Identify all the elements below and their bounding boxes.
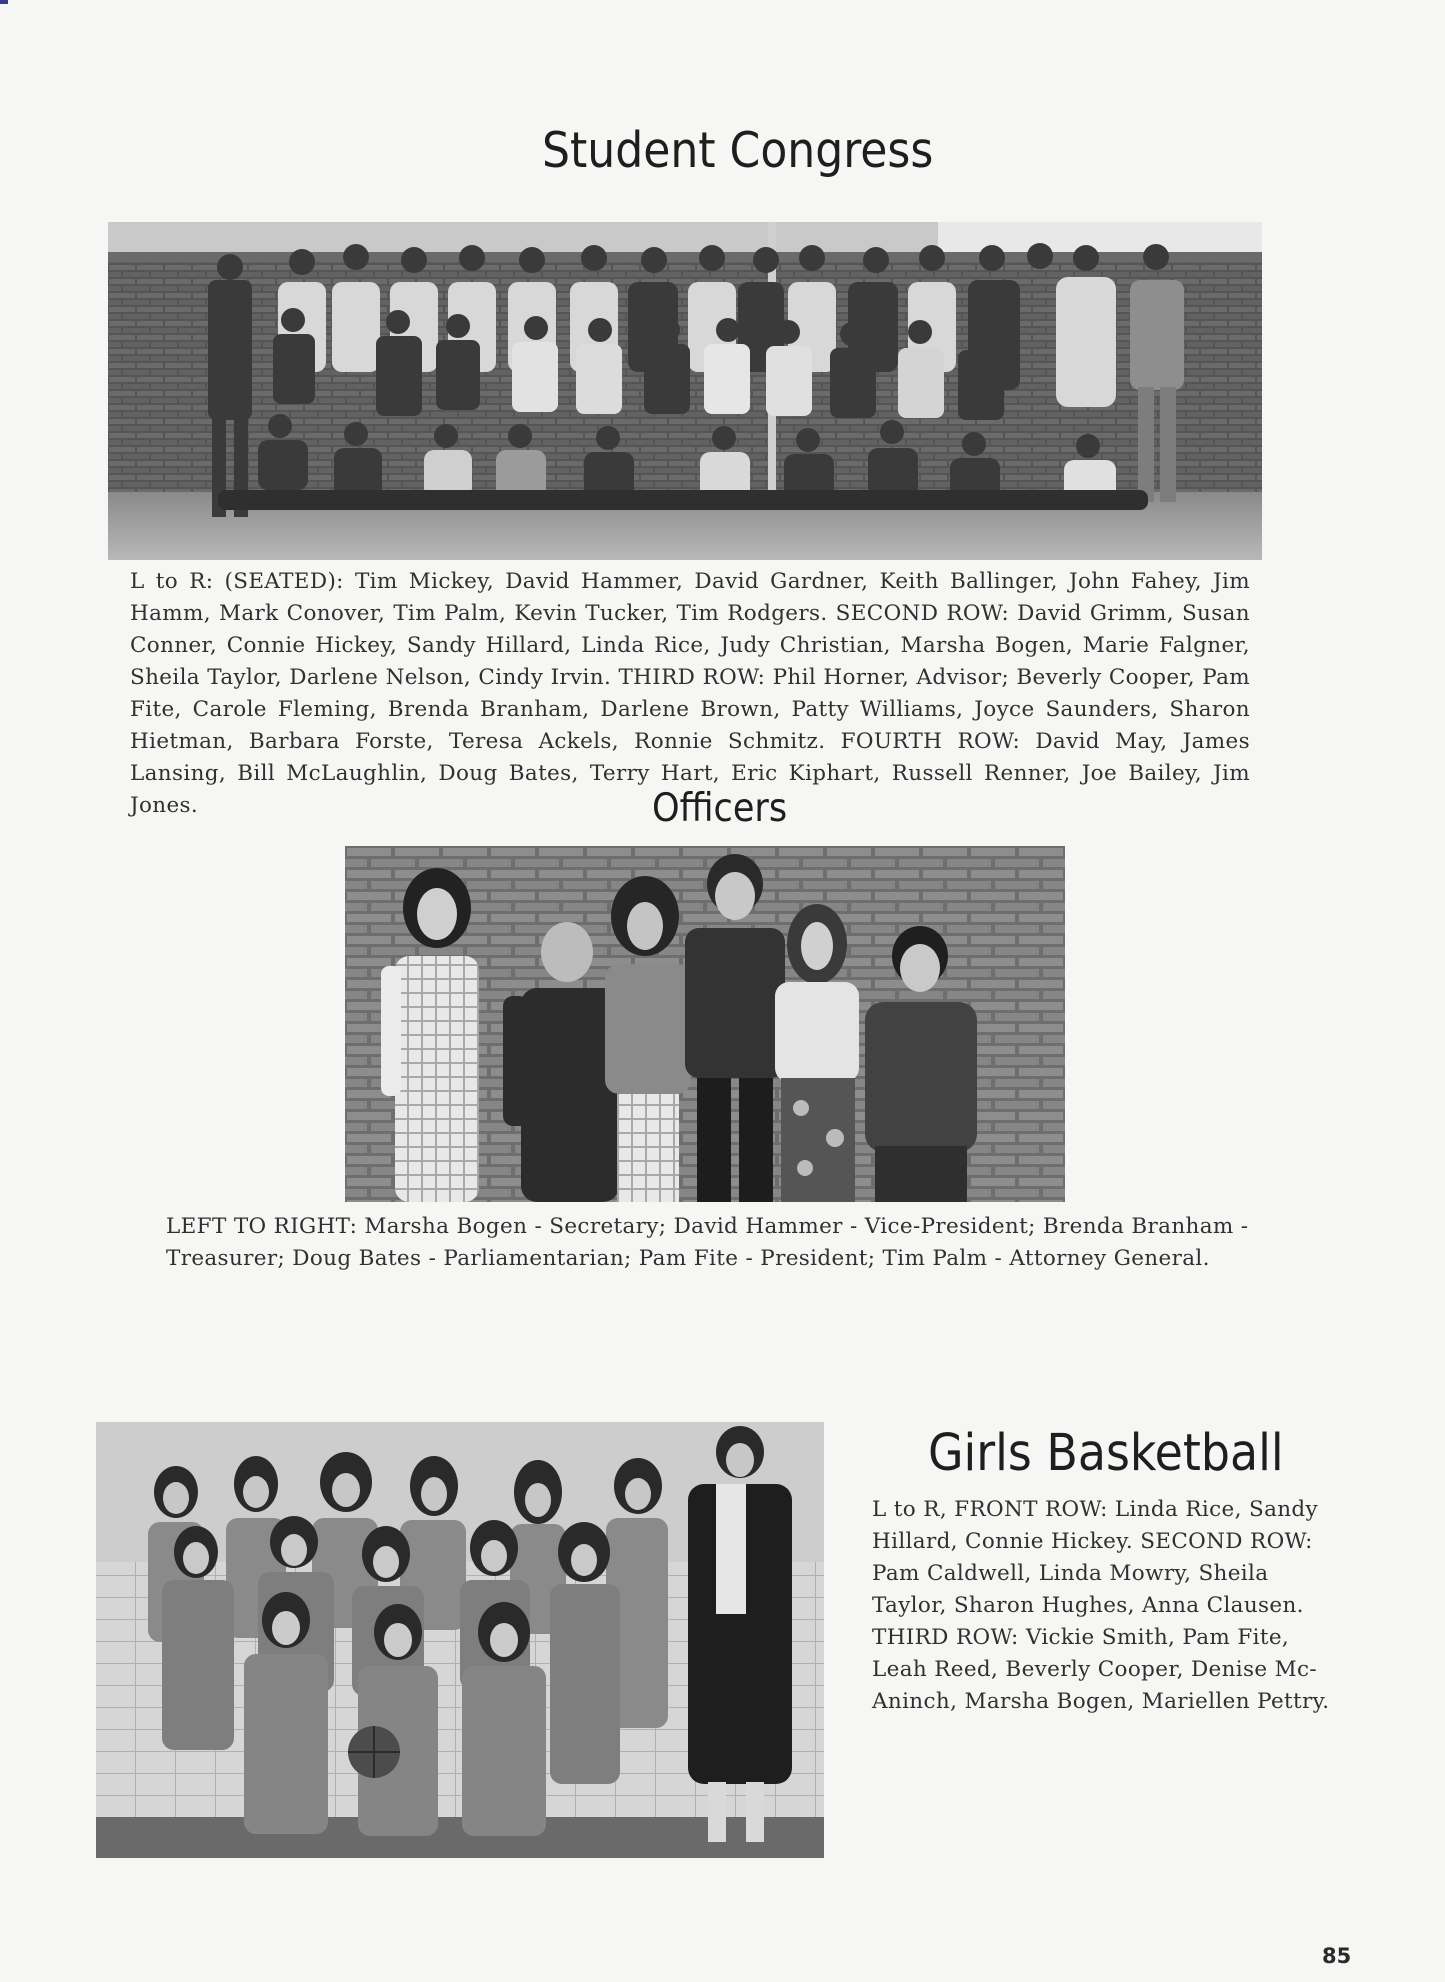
girls-basketball-photo (96, 1422, 824, 1858)
girls-basketball-photo-image (96, 1422, 824, 1858)
girls-basketball-title: Girls Basketball (928, 1424, 1284, 1483)
page-number: 85 (1322, 1944, 1352, 1968)
officers-photo (345, 846, 1065, 1202)
officers-photo-image (345, 846, 1065, 1202)
student-congress-photo (108, 222, 1262, 560)
page-corner-mark (0, 0, 8, 4)
student-congress-photo-image (108, 222, 1262, 560)
student-congress-caption: L to R: (SEATED): Tim Mickey, David Hammer, David Gardner, Keith Ballinger, John Fahey, Jim Hamm, Mark Conover, Tim Palm, Kevin Tucker, Tim Rodgers. SECOND ROW: David Grimm, Susan Conner, Connie Hickey, Sandy Hillard, Linda Rice, Judy Christian, Marsha Bogen, Marie Falgner, Sheila Taylor, Darlene Nelson, Cindy Irvin. THIRD ROW: Phil Horner, Advisor; Beverly Cooper, Pam Fite, Carole Fleming, Brenda Branham, Darlene Brown, Patty Williams, Joyce Saunders, Sharon Hietman, Barbara Forste, Teresa Ackels, Ronnie Schmitz. FOURTH ROW: David May, James Lansing, Bill McLaughlin, Doug Bates, Terry Hart, Eric Kiphart, Russell Renner, Joe Bailey, Jim Jones. (130, 569, 1250, 818)
girls-basketball-caption: L to R, FRONT ROW: Linda Rice, Sandy Hillard, Connie Hickey. SECOND ROW: Pam Caldwell, Linda Mowry, Sheila Taylor, Sharon Hughes, Anna Clausen. THIRD ROW: Vickie Smith, Pam Fite, Leah Reed, Beverly Cooper, Denise Mc-Aninch, Marsha Bogen, Mariellen Pettry. (872, 1497, 1330, 1714)
officers-caption: LEFT TO RIGHT: Marsha Bogen - Secretary; David Hammer - Vice-President; Brenda Branham - Treasurer; Doug Bates - Parliamentarian; Pam Fite - President; Tim Palm - Attorney General. (166, 1214, 1249, 1271)
student-congress-title: Student Congress (542, 122, 934, 179)
officers-title: Officers (652, 786, 788, 831)
